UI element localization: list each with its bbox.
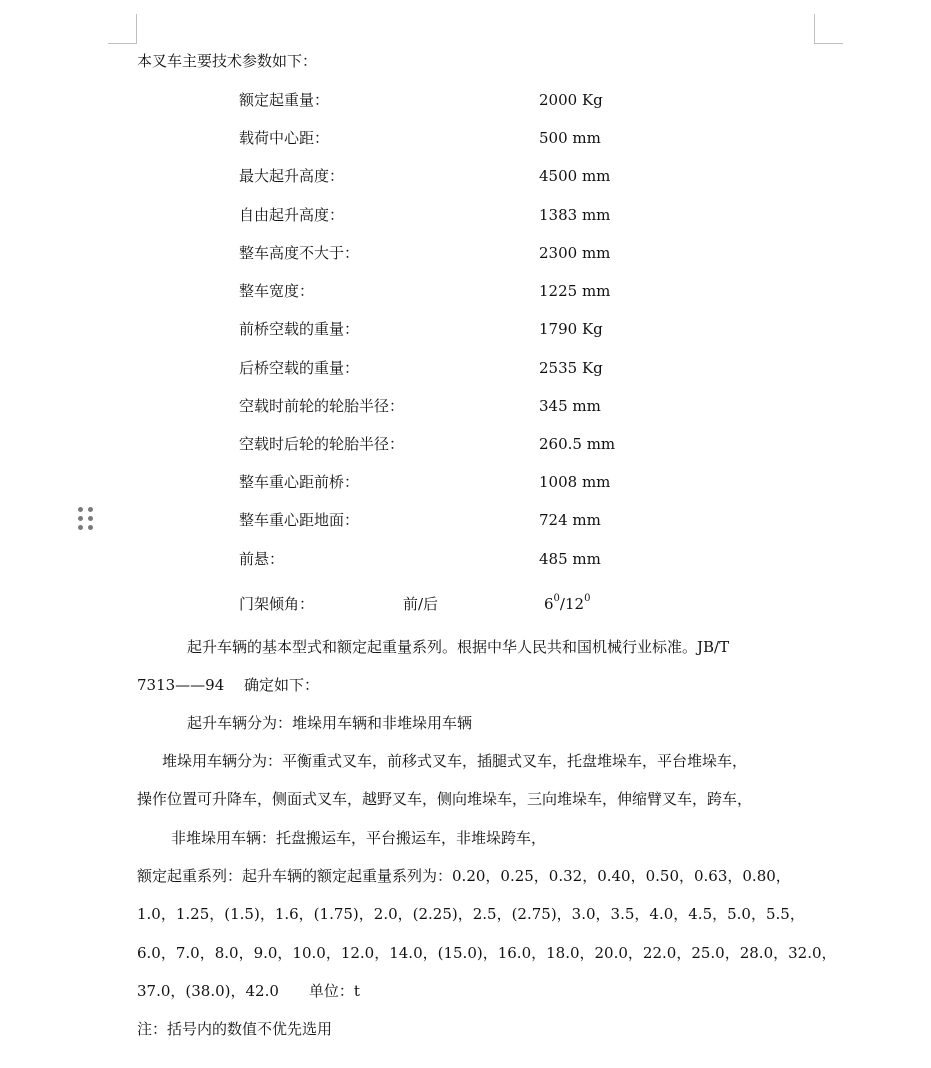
spec-label[interactable]: 额定起重量： [239, 91, 330, 109]
spec-value[interactable]: 1225 mm [539, 282, 611, 300]
drag-handle-dot [78, 507, 83, 512]
spec-label[interactable]: 后桥空载的重量： [239, 359, 360, 377]
tilt-rear-value: 12 [564, 595, 585, 613]
spec-label[interactable]: 载荷中心距： [239, 129, 330, 147]
spec-value[interactable]: 4500 mm [539, 167, 611, 185]
spec-label[interactable]: 空载时前轮的轮胎半径： [239, 397, 405, 415]
drag-handle-dot [78, 516, 83, 521]
spec-label[interactable]: 整车宽度： [239, 282, 315, 300]
spec-label[interactable]: 空载时后轮的轮胎半径： [239, 435, 405, 453]
paragraph-line[interactable]: 6.0，7.0，8.0，9.0，10.0，12.0，14.0，(15.0)，16.0，18.0，20.0，22.0，25.0，28.0，32.0， [137, 944, 837, 962]
page-corner-mark-top-left [108, 14, 137, 44]
paragraph-line[interactable]: 7313——94 确定如下： [137, 676, 320, 694]
spec-value[interactable]: 2300 mm [539, 244, 611, 262]
spec-value[interactable]: 260.5 mm [539, 435, 616, 453]
spec-value[interactable]: 1383 mm [539, 206, 611, 224]
spec-label[interactable]: 整车重心距前桥： [239, 473, 360, 491]
drag-handle-dot [88, 507, 93, 512]
tilt-direction[interactable]: 前/后 [403, 595, 439, 613]
spec-label[interactable]: 前悬： [239, 550, 285, 568]
paragraph-line[interactable]: 37.0，(38.0)，42.0 单位：t [137, 982, 360, 1000]
drag-handle-dot [88, 516, 93, 521]
paragraph-line[interactable]: 注：括号内的数值不优先选用 [137, 1020, 333, 1038]
spec-value[interactable]: 500 mm [539, 129, 601, 147]
spec-value[interactable]: 2535 Kg [539, 359, 603, 377]
tilt-rear-degree: 0 [584, 593, 591, 604]
spec-label[interactable]: 整车重心距地面： [239, 511, 360, 529]
tilt-label[interactable]: 门架倾角： [239, 595, 315, 613]
drag-handle-dot [88, 525, 93, 530]
paragraph-line[interactable]: 堆垛用车辆分为：平衡重式叉车，前移式叉车，插腿式叉车，托盘堆垛车，平台堆垛车， [162, 752, 748, 770]
tilt-front-value: 6 [544, 595, 554, 613]
spec-value[interactable]: 2000 Kg [539, 91, 603, 109]
spec-label[interactable]: 自由起升高度： [239, 206, 345, 224]
spec-value[interactable]: 724 mm [539, 511, 601, 529]
paragraph-line[interactable]: 额定起重系列：起升车辆的额定起重量系列为：0.20，0.25，0.32，0.40，0.50，0.63，0.80， [137, 867, 791, 885]
paragraph-line[interactable]: 非堆垛用车辆：托盘搬运车，平台搬运车，非堆垛跨车， [171, 829, 547, 847]
paragraph-line[interactable]: 起升车辆的基本型式和额定起重量系列。根据中华人民共和国机械行业标准。JB/T [187, 638, 730, 656]
tilt-separator: / [559, 595, 565, 613]
spec-label[interactable]: 前桥空载的重量： [239, 320, 360, 338]
spec-value[interactable]: 1008 mm [539, 473, 611, 491]
spec-value[interactable]: 1790 Kg [539, 320, 603, 338]
tilt-front-degree: 0 [553, 593, 560, 604]
intro-text[interactable]: 本叉车主要技术参数如下： [137, 52, 318, 70]
spec-label[interactable]: 最大起升高度： [239, 167, 345, 185]
paragraph-line[interactable]: 操作位置可升降车，侧面式叉车，越野叉车，侧向堆垛车，三向堆垛车，伸缩臂叉车，跨车， [137, 790, 753, 808]
paragraph-line[interactable]: 起升车辆分为：堆垛用车辆和非堆垛用车辆 [187, 714, 473, 732]
drag-handle-dot [78, 525, 83, 530]
page-corner-mark-top-right [814, 14, 843, 44]
tilt-value[interactable] [544, 594, 590, 614]
drag-handle-icon[interactable] [77, 507, 95, 535]
spec-value[interactable]: 485 mm [539, 550, 601, 568]
spec-value[interactable]: 345 mm [539, 397, 601, 415]
spec-label[interactable]: 整车高度不大于： [239, 244, 360, 262]
paragraph-line[interactable]: 1.0，1.25，(1.5)，1.6，(1.75)，2.0，(2.25)，2.5，(2.75)，3.0，3.5，4.0，4.5，5.0，5.5， [137, 905, 805, 923]
